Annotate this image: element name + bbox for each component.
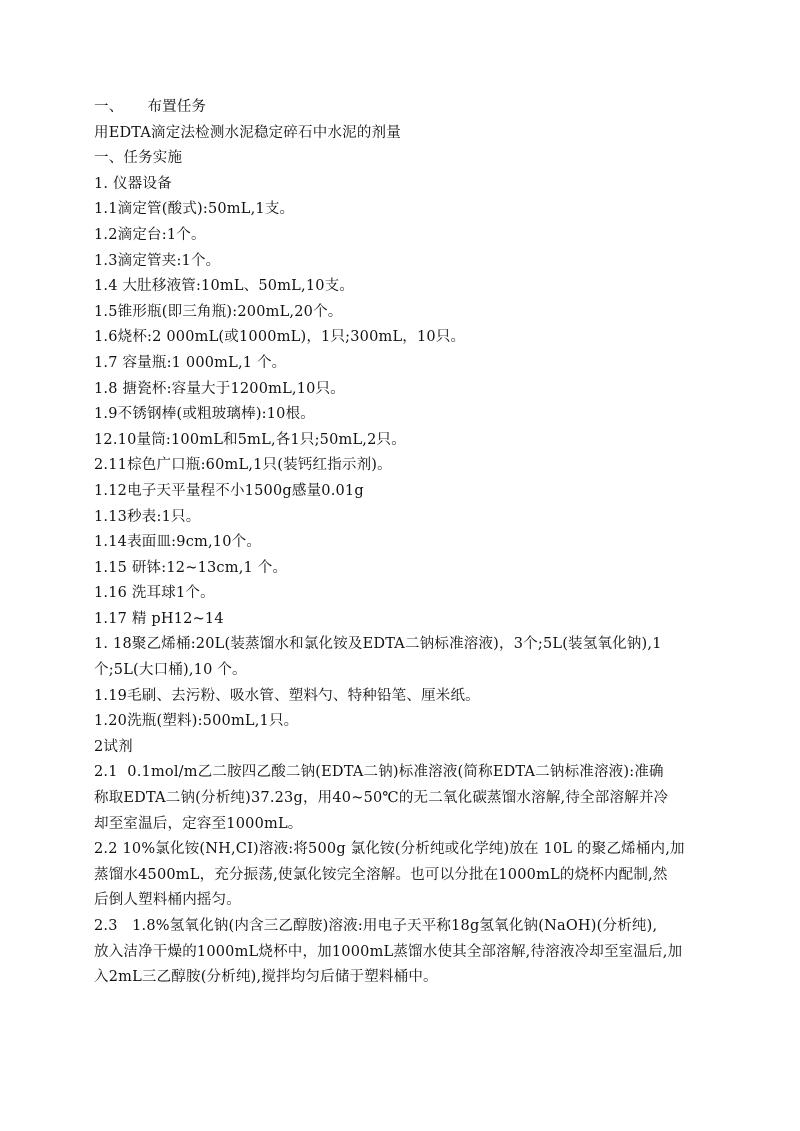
equipment-item-1-6: 1.6烧杯:2 000mL(或1000mL)，1只;300mL，10只。	[94, 329, 466, 346]
subsection-heading-equipment: 1. 仪器设备	[94, 175, 172, 192]
document-body	[94, 95, 734, 991]
reagent-2-1-line-3: 却至室温后，定容至1000mL。	[94, 815, 303, 832]
equipment-item-1-8: 1.8 搪瓷杯:容量大于1200mL,10只。	[94, 380, 345, 397]
equipment-item-1-1: 1.1滴定管(酸式):50mL,1支。	[94, 201, 295, 218]
reagent-2-1-line-2: 称取EDTA二钠(分析纯)37.23g，用40~50℃的无二氧化碳蒸馏水溶解,待全部溶解并冷	[94, 790, 669, 807]
equipment-item-1-10: 12.10量筒:100mL和5mL,各1只;50mL,2只。	[94, 431, 406, 448]
reagent-2-2-line-3: 后倒人塑料桶内摇匀。	[94, 892, 241, 909]
reagent-2-3-line-2: 放入洁净干燥的1000mL烧杯中，加1000mL蒸馏水使其全部溶解,待溶液冷却至室温后,加	[94, 943, 683, 960]
equipment-item-1-16: 1.16 洗耳球1个。	[94, 585, 215, 602]
equipment-item-1-17: 1.17 精 pH12~14	[94, 610, 224, 627]
equipment-item-1-11: 2.11棕色广口瓶:60mL,1只(装钙红指示剂)。	[94, 457, 392, 474]
reagent-2-3-line-3: 入2mL三乙醇胺(分析纯),搅拌均匀后储于塑料桶中。	[94, 969, 438, 986]
equipment-item-1-3: 1.3滴定管夹:1个。	[94, 252, 221, 269]
equipment-item-1-14: 1.14表面皿:9cm,10个。	[94, 534, 262, 551]
task-title: 用EDTA滴定法检测水泥稳定碎石中水泥的剂量	[94, 124, 401, 141]
equipment-item-1-5: 1.5锥形瓶(即三角瓶):200mL,20个。	[94, 303, 343, 320]
reagent-2-3-line-1: 2.3 1.8%氢氧化钠(内含三乙醇胺)溶液:用电子天平称18g氢氧化钠(NaOH)(分析纯),	[94, 918, 658, 934]
equipment-item-1-15: 1.15 研钵:12~13cm,1 个。	[94, 559, 288, 576]
reagent-2-2-line-2: 蒸馏水4500mL，充分振荡,使氯化铵完全溶解。也可以分批在1000mL的烧杯内配制,然	[94, 866, 668, 883]
equipment-item-1-19: 1.19毛刷、去污粉、吸水管、塑料勺、特种铅笔、厘米纸。	[94, 687, 480, 704]
subsection-heading-reagents: 2试剂	[94, 738, 133, 755]
equipment-item-1-20: 1.20洗瓶(塑料):500mL,1只。	[94, 713, 299, 730]
equipment-item-1-4: 1.4 大肚移液管:10mL、50mL,10支。	[94, 278, 355, 295]
equipment-item-1-12: 1.12电子天平量程不小1500g感量0.01g	[94, 482, 364, 499]
section-heading-assign-task: 一、 布置任务	[94, 99, 207, 115]
equipment-item-1-9: 1.9不锈钢棒(或粗玻璃棒):10根。	[94, 406, 316, 423]
equipment-item-1-18-line-2: 个;5L(大口桶),10 个。	[94, 662, 247, 679]
equipment-item-1-7: 1.7 容量瓶:1 000mL,1 个。	[94, 354, 287, 371]
section-heading-task-implementation: 一、任务实施	[94, 150, 183, 167]
reagent-2-2-line-1: 2.2 10%氯化铵(NH,CI)溶液:将500g 氯化铵(分析纯或化学纯)放在 10L 的聚乙烯桶内,加	[94, 841, 685, 858]
equipment-item-1-18-line-1: 1. 18聚乙烯桶:20L(装蒸馏水和氯化铵及EDTA二钠标准溶液)，3个;5L(装氢氧化钠),1	[94, 636, 662, 653]
equipment-item-1-13: 1.13秒表:1只。	[94, 508, 201, 525]
equipment-item-1-2: 1.2滴定台:1个。	[94, 226, 206, 243]
reagent-2-1-line-1: 2.1 0.1mol/m乙二胺四乙酸二钠(EDTA二钠)标准溶液(简称EDTA二钠标准溶液):准确	[94, 764, 664, 781]
